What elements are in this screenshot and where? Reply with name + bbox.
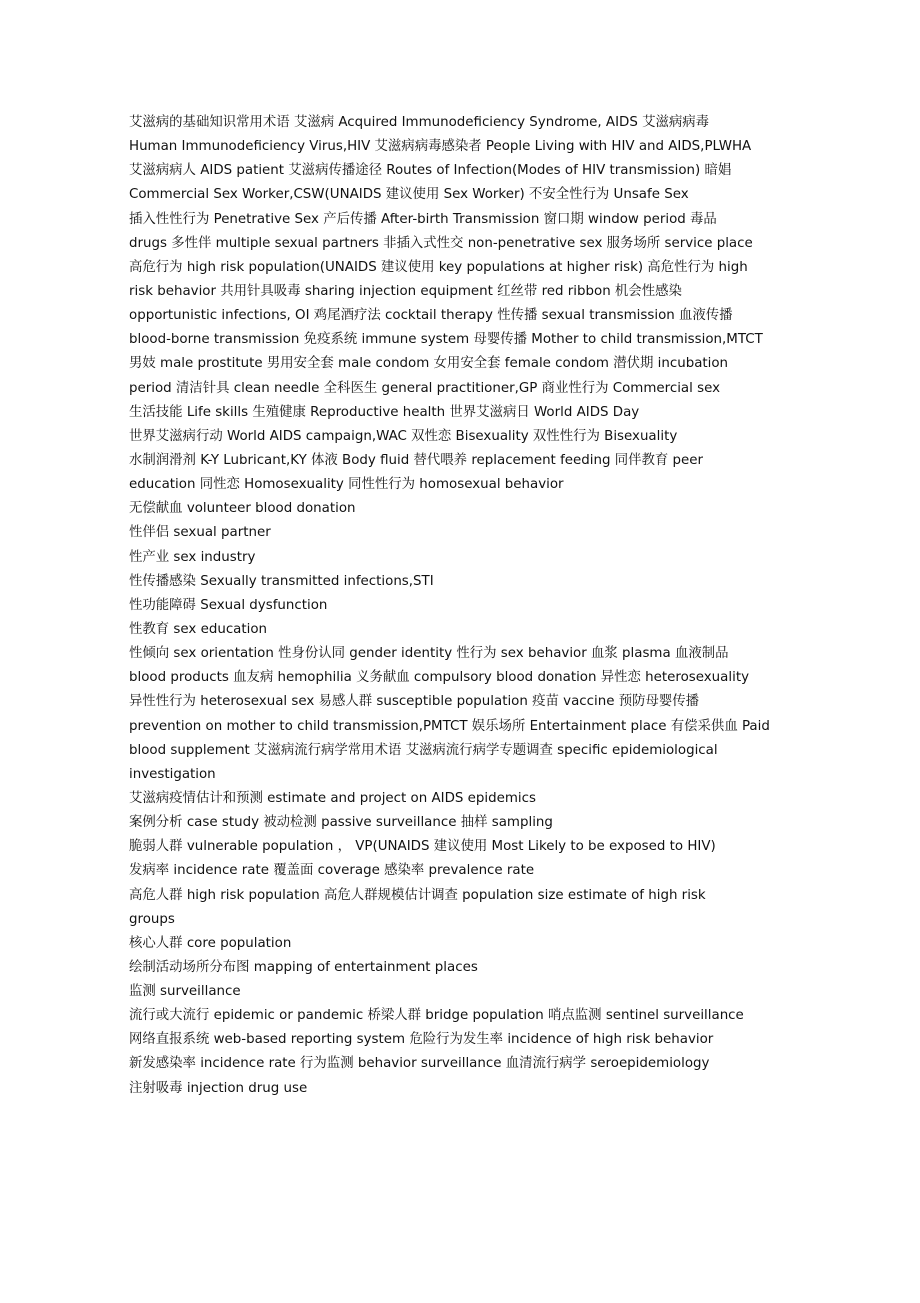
text-line: 性教育 sex education — [129, 621, 268, 637]
text-line: 性伴侣 sexual partner — [129, 525, 271, 541]
text-line: risk behavior 共用针具吸毒 sharing injection equipment 红丝带 red ribbon 机会性感染 — [129, 283, 682, 299]
text-line: blood-borne transmission 免疫系统 immune system 母婴传播 Mother to child transmission,MTCT — [129, 332, 763, 348]
text-line: 高危行为 high risk population(UNAIDS 建议使用 key populations at higher risk) 高危性行为 high — [129, 259, 748, 275]
text-line: 监测 surveillance — [129, 984, 241, 1000]
text-line: investigation — [129, 766, 216, 782]
text-line: 艾滋病的基础知识常用术语 艾滋病 Acquired Immunodeficiency Syndrome, AIDS 艾滋病病毒 — [129, 115, 710, 130]
text-line: groups — [129, 911, 175, 927]
text-line: 性传播感染 Sexually transmitted infections,STI — [129, 573, 434, 589]
text-line: 脆弱人群 vulnerable population ， VP(UNAIDS 建议使用 Most Likely to be exposed to HIV) — [129, 839, 716, 855]
text-line: 艾滋病疫情估计和预测 estimate and project on AIDS epidemics — [129, 790, 536, 806]
text-line: blood supplement 艾滋病流行病学常用术语 艾滋病流行病学专题调查 specific epidemiological — [129, 742, 718, 758]
text-line: 核心人群 core population — [129, 935, 292, 951]
text-line: period 清洁针具 clean needle 全科医生 general practitioner,GP 商业性行为 Commercial sex — [129, 380, 721, 396]
text-line: education 同性恋 Homosexuality 同性性行为 homosexual behavior — [129, 477, 564, 493]
text-line: 男妓 male prostitute 男用安全套 male condom 女用安全套 female condom 潜伏期 incubation — [129, 356, 729, 372]
text-line: 高危人群 high risk population 高危人群规模估计调查 population size estimate of high risk — [129, 887, 706, 903]
text-line: 新发感染率 incidence rate 行为监测 behavior surveillance 血清流行病学 seroepidemiology — [129, 1056, 710, 1072]
text-line: drugs 多性伴 multiple sexual partners 非插入式性交 non-penetrative sex 服务场所 service place — [129, 235, 753, 251]
text-line: blood products 血友病 hemophilia 义务献血 compulsory blood donation 异性恋 heterosexuality — [129, 670, 749, 686]
text-line: 插入性性行为 Penetrative Sex 产后传播 After-birth Transmission 窗口期 window period 毒品 — [129, 211, 717, 227]
text-line: 性功能障碍 Sexual dysfunction — [129, 597, 328, 613]
text-line: 异性性行为 heterosexual sex 易感人群 susceptible population 疫苗 vaccine 预防母婴传播 — [129, 694, 700, 710]
text-line: 注射吸毒 injection drug use — [129, 1080, 308, 1096]
text-line: 水制润滑剂 K-Y Lubricant,KY 体液 Body fluid 替代喂养 replacement feeding 同伴教育 peer — [129, 452, 704, 468]
text-line: Human Immunodeficiency Virus,HIV 艾滋病病毒感染者 People Living with HIV and AIDS,PLWHA — [129, 139, 752, 155]
text-line: prevention on mother to child transmission,PMTCT 娱乐场所 Entertainment place 有偿采供血 Paid — [129, 718, 770, 734]
text-line: 生活技能 Life skills 生殖健康 Reproductive health 世界艾滋病日 World AIDS Day — [129, 404, 640, 420]
text-line: 发病率 incidence rate 覆盖面 coverage 感染率 prevalence rate — [129, 863, 535, 879]
text-line: 艾滋病病人 AIDS patient 艾滋病传播途径 Routes of Infection(Modes of HIV transmission) 暗娼 — [129, 163, 732, 179]
text-line: 流行或大流行 epidemic or pandemic 桥梁人群 bridge population 哨点监测 sentinel surveillance — [129, 1008, 744, 1024]
text-line: 性倾向 sex orientation 性身份认同 gender identity 性行为 sex behavior 血浆 plasma 血液制品 — [129, 646, 729, 662]
text-line: 性产业 sex industry — [129, 549, 256, 565]
text-line: 网络直报系统 web-based reporting system 危险行为发生率 incidence of high risk behavior — [129, 1032, 714, 1048]
text-line: 绘制活动场所分布图 mapping of entertainment places — [129, 959, 478, 975]
text-line: 世界艾滋病行动 World AIDS campaign,WAC 双性恋 Bisexuality 双性性行为 Bisexuality — [129, 428, 678, 444]
text-line: 无偿献血 volunteer blood donation — [129, 501, 356, 517]
glossary-text — [129, 111, 789, 1101]
text-line: opportunistic infections, OI 鸡尾酒疗法 cocktail therapy 性传播 sexual transmission 血液传播 — [129, 308, 733, 324]
text-line: 案例分析 case study 被动检测 passive surveillance 抽样 sampling — [129, 815, 553, 831]
text-line: Commercial Sex Worker,CSW(UNAIDS 建议使用 Sex Worker) 不安全性行为 Unsafe Sex — [129, 187, 689, 203]
